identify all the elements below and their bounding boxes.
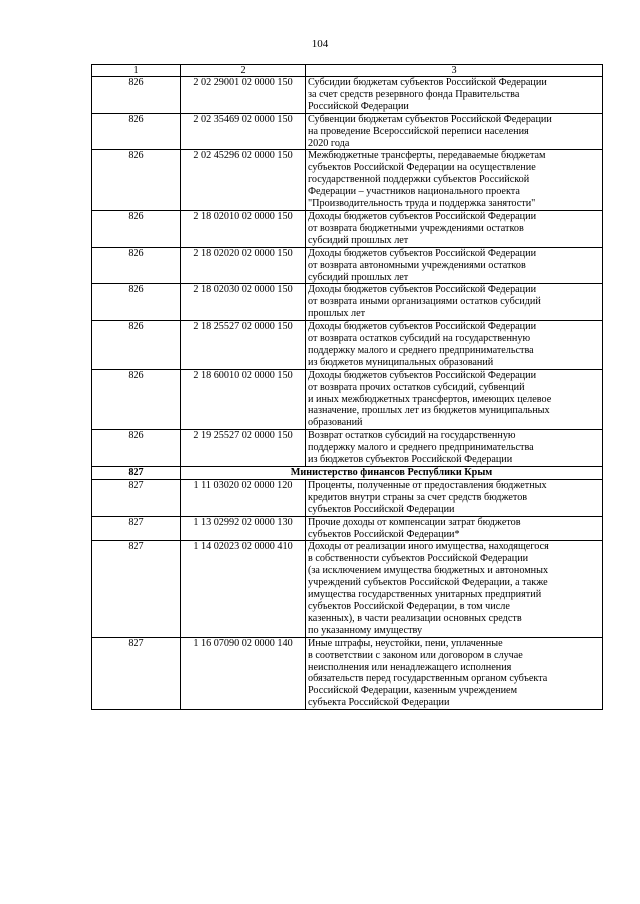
budget-code-cell: 2 18 25527 02 0000 150: [181, 321, 306, 370]
table-row: [92, 113, 603, 150]
section-row: [92, 467, 603, 480]
income-name-cell: Доходы бюджетов субъектов Российской Федерации от возврата автономными учреждениями остатков субсидий прошлых лет: [306, 247, 603, 284]
income-name-cell: Субвенции бюджетам субъектов Российской Федерации на проведение Всероссийской переписи населения 2020 года: [306, 113, 603, 150]
table-row: [92, 77, 603, 114]
budget-code-cell: 1 13 02992 02 0000 130: [181, 516, 306, 541]
admin-code-cell: 827: [92, 541, 181, 637]
table-row: [92, 430, 603, 467]
budget-code-cell: 1 16 07090 02 0000 140: [181, 637, 306, 709]
income-name-cell: Проценты, полученные от предоставления бюджетных кредитов внутри страны за счет средств бюджетов субъектов Российской Федерации: [306, 479, 603, 516]
table-row: [92, 369, 603, 430]
income-name-cell: Доходы бюджетов субъектов Российской Федерации от возврата прочих остатков субсидий, субвенций и иных межбюджетных трансфертов, имеющих целевое назначение, прошлых лет из бюджетов муниципальных образований: [306, 369, 603, 430]
budget-code-cell: 1 11 03020 02 0000 120: [181, 479, 306, 516]
income-name-cell: Иные штрафы, неустойки, пени, уплаченные в соответствии с законом или договором в случае неисполнения или ненадлежащего исполнения обязательств перед государственным органом субъекта Российской Федерации, казенным учреждением субъекта Российской Федерации: [306, 637, 603, 709]
table-header-row: [92, 65, 603, 77]
budget-code-cell: 2 18 02030 02 0000 150: [181, 284, 306, 321]
budget-code-cell: 1 14 02023 02 0000 410: [181, 541, 306, 637]
admin-code-cell: 826: [92, 284, 181, 321]
table-row: [92, 210, 603, 247]
admin-code-cell: 826: [92, 113, 181, 150]
budget-code-cell: 2 02 35469 02 0000 150: [181, 113, 306, 150]
budget-code-cell: 2 18 60010 02 0000 150: [181, 369, 306, 430]
admin-code-cell: 826: [92, 77, 181, 114]
column-header-2: 2: [181, 65, 306, 77]
income-name-cell: Субсидии бюджетам субъектов Российской Федерации за счет средств резервного фонда Правительства Российской Федерации: [306, 77, 603, 114]
budget-code-cell: 2 02 29001 02 0000 150: [181, 77, 306, 114]
table-row: [92, 479, 603, 516]
admin-code-cell: 826: [92, 247, 181, 284]
budget-code-cell: 2 18 02010 02 0000 150: [181, 210, 306, 247]
admin-code-cell: 826: [92, 150, 181, 211]
income-name-cell: Доходы бюджетов субъектов Российской Федерации от возврата остатков субсидий на государственную поддержку малого и среднего предпринимательства из бюджетов муниципальных образований: [306, 321, 603, 370]
income-name-cell: Межбюджетные трансферты, передаваемые бюджетам субъектов Российской Федерации на осуществление государственной поддержки субъектов Российской Федерации – участников национального проекта "Производительность труда и поддержка занятости": [306, 150, 603, 211]
section-admin-code: 827: [92, 467, 181, 480]
page-number: 104: [311, 38, 329, 50]
table-row: [92, 516, 603, 541]
income-name-cell: Доходы от реализации иного имущества, находящегося в собственности субъектов Российской Федерации (за исключением имущества бюджетных и автономных учреждений субъектов Российской Федерации, а также имущества государственных унитарных предприятий субъектов Российской Федерации, в том числе казенных), в части реализации основных средств по указанному имуществу: [306, 541, 603, 637]
income-name-cell: Доходы бюджетов субъектов Российской Федерации от возврата бюджетными учреждениями остатков субсидий прошлых лет: [306, 210, 603, 247]
budget-codes-table: [91, 64, 603, 710]
income-name-cell: Прочие доходы от компенсации затрат бюджетов субъектов Российской Федерации*: [306, 516, 603, 541]
admin-code-cell: 826: [92, 210, 181, 247]
table-row: [92, 637, 603, 709]
admin-code-cell: 827: [92, 479, 181, 516]
budget-code-cell: 2 19 25527 02 0000 150: [181, 430, 306, 467]
table-row: [92, 150, 603, 211]
table-row: [92, 284, 603, 321]
admin-code-cell: 826: [92, 321, 181, 370]
table-row: [92, 247, 603, 284]
admin-code-cell: 827: [92, 637, 181, 709]
table-row: [92, 541, 603, 637]
admin-code-cell: 827: [92, 516, 181, 541]
column-header-3: 3: [306, 65, 603, 77]
table-row: [92, 321, 603, 370]
income-name-cell: Доходы бюджетов субъектов Российской Федерации от возврата иными организациями остатков субсидий прошлых лет: [306, 284, 603, 321]
column-header-1: 1: [92, 65, 181, 77]
section-title: Министерство финансов Республики Крым: [181, 467, 603, 480]
budget-code-cell: 2 02 45296 02 0000 150: [181, 150, 306, 211]
budget-code-cell: 2 18 02020 02 0000 150: [181, 247, 306, 284]
admin-code-cell: 826: [92, 369, 181, 430]
income-name-cell: Возврат остатков субсидий на государственную поддержку малого и среднего предпринимательства из бюджетов субъектов Российской Федерации: [306, 430, 603, 467]
admin-code-cell: 826: [92, 430, 181, 467]
